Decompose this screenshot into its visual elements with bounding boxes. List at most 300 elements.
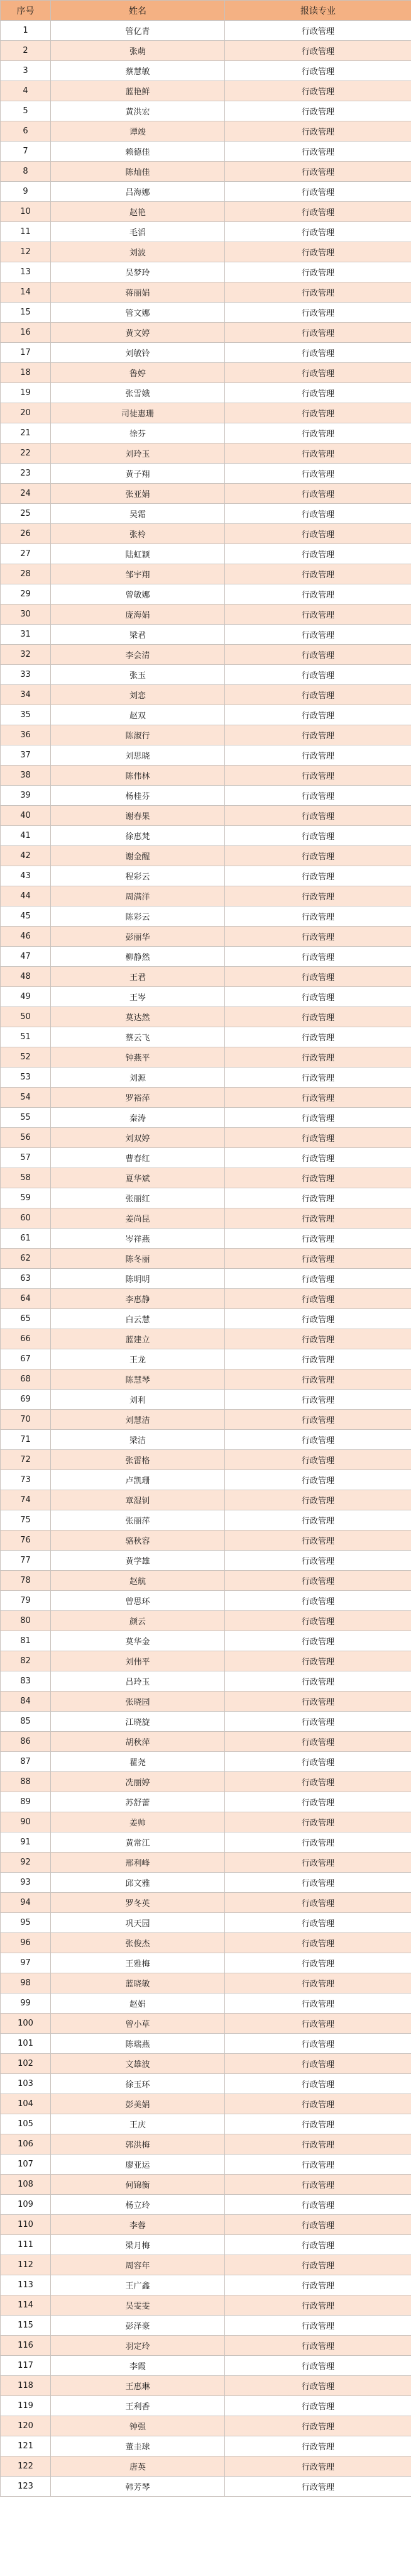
cell-name: 何锦衡: [51, 2175, 225, 2195]
cell-major: 行政管理: [225, 303, 411, 323]
cell-no: 83: [1, 1671, 51, 1692]
cell-no: 94: [1, 1893, 51, 1913]
table-row: [1, 745, 411, 766]
table-row: [1, 2215, 411, 2235]
table-row: [1, 947, 411, 967]
cell-name: 王利香: [51, 2396, 225, 2416]
cell-no: 77: [1, 1551, 51, 1571]
cell-name: 姜帅: [51, 1812, 225, 1832]
table-row: [1, 1047, 411, 1068]
cell-name: 赵艳: [51, 202, 225, 222]
cell-no: 32: [1, 645, 51, 665]
cell-major: 行政管理: [225, 121, 411, 142]
cell-no: 115: [1, 2316, 51, 2336]
table-row: [1, 685, 411, 705]
cell-major: 行政管理: [225, 645, 411, 665]
table-row: [1, 967, 411, 987]
cell-no: 60: [1, 1208, 51, 1229]
cell-major: 行政管理: [225, 1631, 411, 1651]
column-header-name: 姓名: [51, 1, 225, 21]
table-row: [1, 1651, 411, 1671]
table-row: [1, 1349, 411, 1369]
cell-major: 行政管理: [225, 2356, 411, 2376]
table-row: [1, 423, 411, 443]
table-row: [1, 2114, 411, 2134]
table-row: [1, 1712, 411, 1732]
cell-no: 54: [1, 1088, 51, 1108]
table-row: [1, 1993, 411, 2014]
table-row: [1, 484, 411, 504]
cell-name: 罗裕萍: [51, 1088, 225, 1108]
cell-name: 韩芳琴: [51, 2477, 225, 2497]
cell-major: 行政管理: [225, 242, 411, 262]
cell-name: 刘波: [51, 242, 225, 262]
cell-no: 11: [1, 222, 51, 242]
cell-name: 陈灿佳: [51, 162, 225, 182]
cell-major: 行政管理: [225, 766, 411, 786]
cell-major: 行政管理: [225, 1229, 411, 1249]
cell-major: 行政管理: [225, 1732, 411, 1752]
cell-major: 行政管理: [225, 2014, 411, 2034]
cell-major: 行政管理: [225, 1007, 411, 1027]
cell-no: 113: [1, 2275, 51, 2295]
cell-no: 87: [1, 1752, 51, 1772]
cell-name: 卢凯珊: [51, 1470, 225, 1490]
table-row: [1, 2195, 411, 2215]
cell-no: 34: [1, 685, 51, 705]
table-row: [1, 2396, 411, 2416]
cell-name: 曾敏娜: [51, 584, 225, 605]
cell-major: 行政管理: [225, 826, 411, 846]
cell-no: 100: [1, 2014, 51, 2034]
cell-name: 张晓园: [51, 1692, 225, 1712]
cell-no: 24: [1, 484, 51, 504]
table-row: [1, 1369, 411, 1390]
cell-major: 行政管理: [225, 2477, 411, 2497]
cell-no: 58: [1, 1168, 51, 1188]
cell-name: 吕海娜: [51, 182, 225, 202]
table-row: [1, 826, 411, 846]
cell-name: 刘伟平: [51, 1651, 225, 1671]
cell-no: 13: [1, 262, 51, 282]
cell-name: 徐玉环: [51, 2074, 225, 2094]
cell-major: 行政管理: [225, 1510, 411, 1531]
cell-major: 行政管理: [225, 101, 411, 121]
table-row: [1, 1188, 411, 1208]
cell-major: 行政管理: [225, 1349, 411, 1369]
cell-no: 5: [1, 101, 51, 121]
cell-no: 101: [1, 2034, 51, 2054]
cell-name: 徐芬: [51, 423, 225, 443]
cell-name: 冼丽婷: [51, 1772, 225, 1792]
cell-name: 杨桂芬: [51, 786, 225, 806]
cell-name: 羽定玲: [51, 2336, 225, 2356]
cell-name: 赵航: [51, 1571, 225, 1591]
cell-name: 程彩云: [51, 866, 225, 886]
cell-name: 梁君: [51, 625, 225, 645]
cell-no: 45: [1, 906, 51, 927]
table-row: [1, 2094, 411, 2114]
table-row: [1, 987, 411, 1007]
cell-no: 16: [1, 323, 51, 343]
cell-no: 72: [1, 1450, 51, 1470]
cell-major: 行政管理: [225, 1812, 411, 1832]
cell-name: 曹春红: [51, 1148, 225, 1168]
cell-major: 行政管理: [225, 1671, 411, 1692]
cell-no: 96: [1, 1933, 51, 1953]
table-row: [1, 1390, 411, 1410]
cell-no: 25: [1, 504, 51, 524]
cell-no: 29: [1, 584, 51, 605]
cell-no: 52: [1, 1047, 51, 1068]
table-row: [1, 1269, 411, 1289]
cell-major: 行政管理: [225, 806, 411, 826]
cell-major: 行政管理: [225, 323, 411, 343]
cell-no: 10: [1, 202, 51, 222]
cell-name: 赵双: [51, 705, 225, 725]
cell-name: 陈淑行: [51, 725, 225, 745]
cell-name: 胡秋萍: [51, 1732, 225, 1752]
cell-no: 84: [1, 1692, 51, 1712]
cell-major: 行政管理: [225, 222, 411, 242]
cell-major: 行政管理: [225, 1953, 411, 1973]
cell-name: 王岑: [51, 987, 225, 1007]
table-row: [1, 1088, 411, 1108]
cell-name: 黄洪宏: [51, 101, 225, 121]
cell-name: 黄文婷: [51, 323, 225, 343]
table-row: [1, 202, 411, 222]
cell-name: 陈伟林: [51, 766, 225, 786]
cell-major: 行政管理: [225, 1873, 411, 1893]
cell-major: 行政管理: [225, 2336, 411, 2356]
table-row: [1, 846, 411, 866]
cell-name: 张玉: [51, 665, 225, 685]
cell-no: 30: [1, 605, 51, 625]
cell-name: 邱文雅: [51, 1873, 225, 1893]
table-row: [1, 2054, 411, 2074]
cell-no: 97: [1, 1953, 51, 1973]
table-row: [1, 282, 411, 303]
cell-name: 周满洋: [51, 886, 225, 906]
cell-major: 行政管理: [225, 1329, 411, 1349]
table-row: [1, 1470, 411, 1490]
table-row: [1, 1571, 411, 1591]
cell-no: 79: [1, 1591, 51, 1611]
cell-no: 2: [1, 41, 51, 61]
cell-major: 行政管理: [225, 846, 411, 866]
cell-no: 69: [1, 1390, 51, 1410]
cell-major: 行政管理: [225, 81, 411, 101]
cell-no: 31: [1, 625, 51, 645]
cell-no: 1: [1, 21, 51, 41]
cell-no: 78: [1, 1571, 51, 1591]
cell-name: 黄学雄: [51, 1551, 225, 1571]
cell-name: 廖亚运: [51, 2155, 225, 2175]
cell-no: 103: [1, 2074, 51, 2094]
cell-name: 蓝晓敏: [51, 1973, 225, 1993]
cell-no: 64: [1, 1289, 51, 1309]
cell-name: 陈彩云: [51, 906, 225, 927]
cell-name: 李霞: [51, 2356, 225, 2376]
table-row: [1, 1631, 411, 1651]
cell-major: 行政管理: [225, 1068, 411, 1088]
table-row: [1, 2295, 411, 2316]
table-row: [1, 2034, 411, 2054]
cell-major: 行政管理: [225, 625, 411, 645]
table-row: [1, 2235, 411, 2255]
cell-no: 7: [1, 142, 51, 162]
table-row: [1, 1108, 411, 1128]
table-row: [1, 1510, 411, 1531]
cell-major: 行政管理: [225, 21, 411, 41]
cell-major: 行政管理: [225, 1993, 411, 2014]
cell-major: 行政管理: [225, 61, 411, 81]
table-row: [1, 1671, 411, 1692]
cell-no: 61: [1, 1229, 51, 1249]
cell-major: 行政管理: [225, 524, 411, 544]
cell-no: 91: [1, 1832, 51, 1853]
cell-no: 73: [1, 1470, 51, 1490]
table-row: [1, 2456, 411, 2477]
cell-major: 行政管理: [225, 544, 411, 564]
cell-no: 48: [1, 967, 51, 987]
cell-major: 行政管理: [225, 605, 411, 625]
cell-major: 行政管理: [225, 2235, 411, 2255]
cell-name: 张萌: [51, 41, 225, 61]
cell-name: 彭泽豪: [51, 2316, 225, 2336]
cell-no: 75: [1, 1510, 51, 1531]
cell-no: 70: [1, 1410, 51, 1430]
cell-no: 17: [1, 343, 51, 363]
cell-no: 49: [1, 987, 51, 1007]
table-row: [1, 464, 411, 484]
table-row: [1, 806, 411, 826]
table-row: [1, 605, 411, 625]
cell-name: 梁月梅: [51, 2235, 225, 2255]
cell-no: 123: [1, 2477, 51, 2497]
cell-no: 62: [1, 1249, 51, 1269]
cell-no: 67: [1, 1349, 51, 1369]
table-row: [1, 1148, 411, 1168]
table-row: [1, 101, 411, 121]
cell-major: 行政管理: [225, 1450, 411, 1470]
cell-name: 王广鑫: [51, 2275, 225, 2295]
cell-name: 谢金醒: [51, 846, 225, 866]
cell-major: 行政管理: [225, 1047, 411, 1068]
cell-no: 81: [1, 1631, 51, 1651]
cell-no: 3: [1, 61, 51, 81]
cell-major: 行政管理: [225, 1208, 411, 1229]
cell-major: 行政管理: [225, 343, 411, 363]
table-row: [1, 81, 411, 101]
table-row: [1, 2477, 411, 2497]
cell-no: 88: [1, 1772, 51, 1792]
table-row: [1, 1249, 411, 1269]
cell-no: 55: [1, 1108, 51, 1128]
cell-name: 曾思环: [51, 1591, 225, 1611]
cell-name: 王惠琳: [51, 2376, 225, 2396]
table-row: [1, 262, 411, 282]
cell-name: 周容年: [51, 2255, 225, 2275]
cell-major: 行政管理: [225, 464, 411, 484]
cell-name: 夏华斌: [51, 1168, 225, 1188]
cell-major: 行政管理: [225, 2416, 411, 2436]
table-row: [1, 142, 411, 162]
cell-name: 邹宇翔: [51, 564, 225, 584]
cell-major: 行政管理: [225, 1088, 411, 1108]
cell-major: 行政管理: [225, 2456, 411, 2477]
cell-no: 56: [1, 1128, 51, 1148]
cell-no: 111: [1, 2235, 51, 2255]
table-row: [1, 665, 411, 685]
cell-no: 92: [1, 1853, 51, 1873]
table-row: [1, 1430, 411, 1450]
cell-name: 张丽红: [51, 1188, 225, 1208]
cell-no: 71: [1, 1430, 51, 1450]
cell-major: 行政管理: [225, 2114, 411, 2134]
cell-no: 90: [1, 1812, 51, 1832]
cell-major: 行政管理: [225, 2215, 411, 2235]
table-row: [1, 1772, 411, 1792]
cell-no: 50: [1, 1007, 51, 1027]
cell-name: 刘源: [51, 1068, 225, 1088]
table-row: [1, 927, 411, 947]
cell-no: 37: [1, 745, 51, 766]
cell-name: 赖德佳: [51, 142, 225, 162]
cell-no: 23: [1, 464, 51, 484]
cell-no: 40: [1, 806, 51, 826]
cell-major: 行政管理: [225, 1712, 411, 1732]
cell-name: 蓝艳鲜: [51, 81, 225, 101]
cell-no: 120: [1, 2416, 51, 2436]
cell-no: 116: [1, 2336, 51, 2356]
table-row: [1, 2074, 411, 2094]
cell-major: 行政管理: [225, 423, 411, 443]
table-row: [1, 21, 411, 41]
cell-no: 26: [1, 524, 51, 544]
table-row: [1, 41, 411, 61]
table-row: [1, 323, 411, 343]
cell-major: 行政管理: [225, 745, 411, 766]
table-row: [1, 1490, 411, 1510]
cell-major: 行政管理: [225, 1390, 411, 1410]
cell-name: 王雅梅: [51, 1953, 225, 1973]
cell-name: 吴霜: [51, 504, 225, 524]
cell-no: 14: [1, 282, 51, 303]
cell-major: 行政管理: [225, 2134, 411, 2155]
cell-major: 行政管理: [225, 2396, 411, 2416]
table-row: [1, 584, 411, 605]
cell-name: 陈瑞燕: [51, 2034, 225, 2054]
cell-name: 赵娟: [51, 1993, 225, 2014]
cell-major: 行政管理: [225, 41, 411, 61]
cell-no: 80: [1, 1611, 51, 1631]
cell-major: 行政管理: [225, 504, 411, 524]
cell-no: 47: [1, 947, 51, 967]
table-row: [1, 1450, 411, 1470]
cell-name: 徐惠梵: [51, 826, 225, 846]
table-row: [1, 866, 411, 886]
cell-no: 112: [1, 2255, 51, 2275]
cell-major: 行政管理: [225, 2155, 411, 2175]
cell-name: 张亚娟: [51, 484, 225, 504]
cell-name: 刘玲玉: [51, 443, 225, 464]
cell-major: 行政管理: [225, 2175, 411, 2195]
cell-no: 110: [1, 2215, 51, 2235]
table-row: [1, 524, 411, 544]
cell-name: 邢利峰: [51, 1853, 225, 1873]
cell-name: 王龙: [51, 1349, 225, 1369]
cell-no: 46: [1, 927, 51, 947]
table-row: [1, 705, 411, 725]
cell-major: 行政管理: [225, 786, 411, 806]
cell-major: 行政管理: [225, 1531, 411, 1551]
cell-no: 93: [1, 1873, 51, 1893]
cell-major: 行政管理: [225, 2376, 411, 2396]
cell-major: 行政管理: [225, 1309, 411, 1329]
column-header-major: 报读专业: [225, 1, 411, 21]
cell-name: 巩天园: [51, 1913, 225, 1933]
cell-name: 张丽萍: [51, 1510, 225, 1531]
cell-name: 白云慧: [51, 1309, 225, 1329]
cell-major: 行政管理: [225, 1611, 411, 1631]
table-row: [1, 1752, 411, 1772]
cell-no: 53: [1, 1068, 51, 1088]
table-row: [1, 1873, 411, 1893]
cell-no: 65: [1, 1309, 51, 1329]
cell-no: 59: [1, 1188, 51, 1208]
cell-major: 行政管理: [225, 967, 411, 987]
cell-no: 4: [1, 81, 51, 101]
cell-no: 33: [1, 665, 51, 685]
cell-major: 行政管理: [225, 1832, 411, 1853]
cell-name: 郭洪梅: [51, 2134, 225, 2155]
cell-name: 毛滔: [51, 222, 225, 242]
cell-name: 李惠静: [51, 1289, 225, 1309]
cell-no: 107: [1, 2155, 51, 2175]
cell-no: 86: [1, 1732, 51, 1752]
table-row: [1, 564, 411, 584]
cell-major: 行政管理: [225, 1933, 411, 1953]
cell-no: 20: [1, 403, 51, 423]
cell-major: 行政管理: [225, 1490, 411, 1510]
cell-major: 行政管理: [225, 564, 411, 584]
table-row: [1, 121, 411, 142]
cell-major: 行政管理: [225, 1973, 411, 1993]
table-row: [1, 363, 411, 383]
cell-no: 42: [1, 846, 51, 866]
table-row: [1, 2155, 411, 2175]
table-row: [1, 1410, 411, 1430]
cell-name: 管文娜: [51, 303, 225, 323]
cell-name: 刘思晓: [51, 745, 225, 766]
cell-no: 41: [1, 826, 51, 846]
table-row: [1, 61, 411, 81]
cell-name: 陈慧琴: [51, 1369, 225, 1390]
cell-major: 行政管理: [225, 2195, 411, 2215]
table-row: [1, 1933, 411, 1953]
cell-name: 梁洁: [51, 1430, 225, 1450]
cell-major: 行政管理: [225, 1792, 411, 1812]
cell-no: 99: [1, 1993, 51, 2014]
cell-no: 104: [1, 2094, 51, 2114]
cell-major: 行政管理: [225, 1651, 411, 1671]
cell-major: 行政管理: [225, 584, 411, 605]
cell-no: 38: [1, 766, 51, 786]
cell-name: 江晓旋: [51, 1712, 225, 1732]
table-row: [1, 1289, 411, 1309]
cell-name: 罗冬英: [51, 1893, 225, 1913]
